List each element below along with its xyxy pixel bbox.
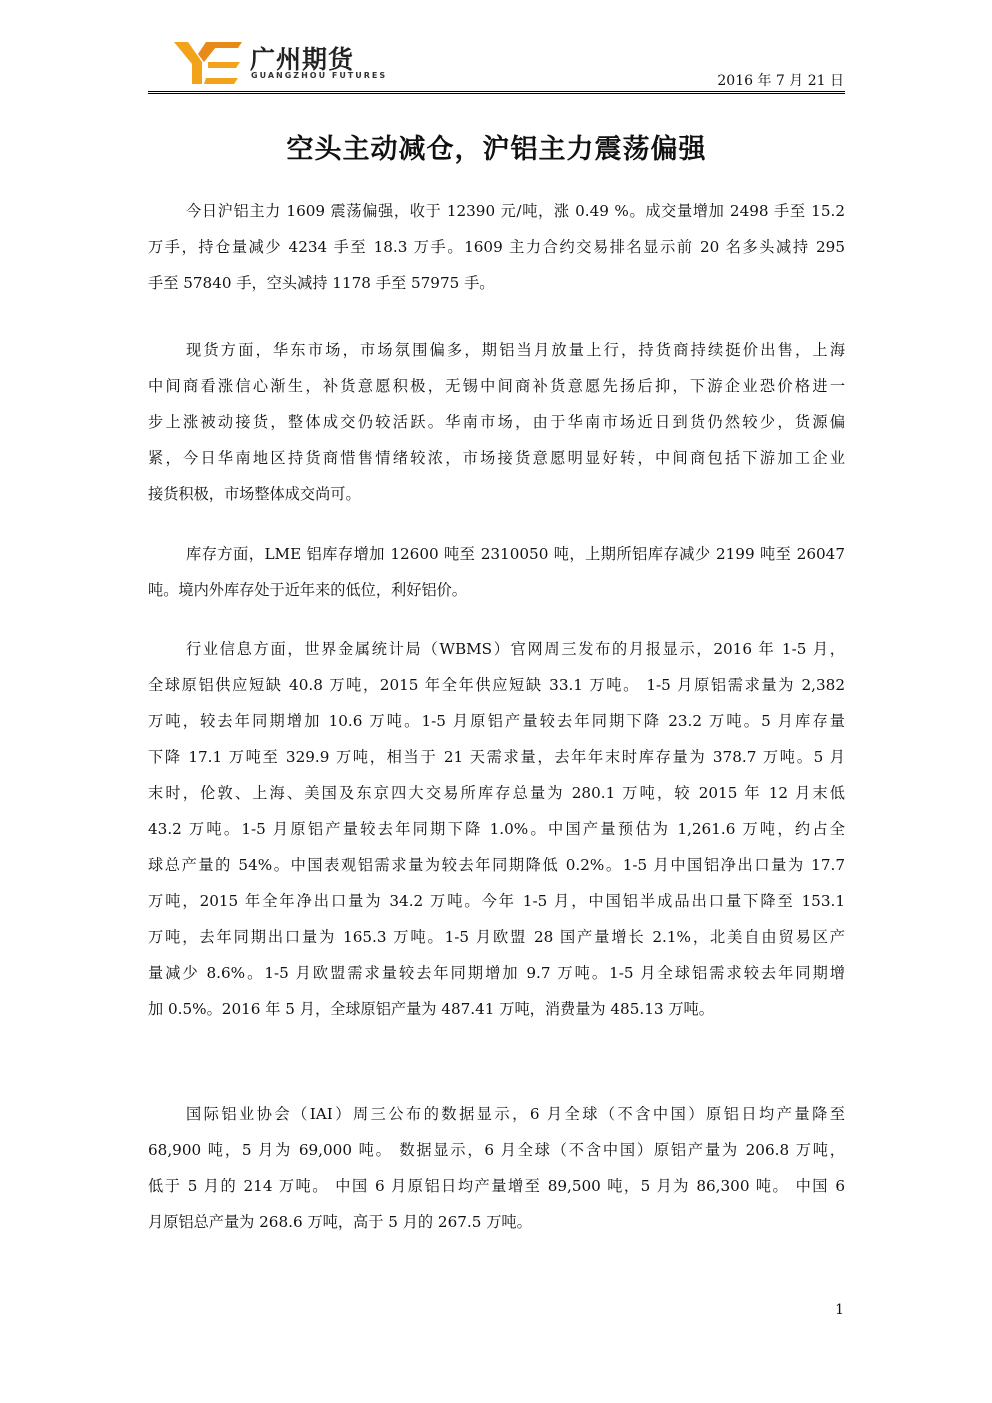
paragraph-line: 步上涨被动接货，整体成交仍较活跃。华南市场，由于华南市场近日到货仍然较少，货源偏 bbox=[148, 413, 845, 431]
paragraph-line: 万吨，2015 年全年净出口量为 34.2 万吨。今年 1-5 月，中国铝半成品出口量下降至 153.1 bbox=[148, 892, 845, 910]
paragraph-line: 中间商看涨信心渐生，补货意愿积极，无锡中间商补货意愿先扬后抑，下游企业恐价格进一 bbox=[148, 377, 845, 395]
document-title: 空头主动减仓，沪铝主力震荡偏强 bbox=[286, 134, 707, 165]
page-number: 1 bbox=[835, 1302, 844, 1318]
logo-english-name: GUANGZHOU FUTURES bbox=[251, 71, 388, 80]
paragraph-line: 手至 57840 手，空头减持 1178 手至 57975 手。 bbox=[148, 274, 495, 292]
paragraph-line: 43.2 万吨。1-5 月原铝产量较去年同期下降 1.0%。中国产量预估为 1,261.6 万吨，约占全 bbox=[148, 820, 845, 838]
company-logo bbox=[172, 40, 388, 86]
paragraph-line: 万吨，去年同期出口量为 165.3 万吨。1-5 月欧盟 28 国产量增长 2.1%，北美自由贸易区产 bbox=[148, 928, 845, 946]
paragraph-line: 万手，持仓量减少 4234 手至 18.3 万手。1609 主力合约交易排名显示前 20 名多头减持 295 bbox=[148, 238, 845, 256]
paragraph-line: 万吨，较去年同期增加 10.6 万吨。1-5 月原铝产量较去年同期下降 23.2 万吨。5 月库存量 bbox=[148, 712, 845, 730]
paragraph bbox=[148, 193, 845, 301]
paragraph-line: 下降 17.1 万吨至 329.9 万吨，相当于 21 天需求量，去年年末时库存量为 378.7 万吨。5 月 bbox=[148, 748, 845, 766]
paragraph bbox=[148, 1096, 845, 1240]
logo-chinese-name: 广州期货 bbox=[250, 45, 355, 74]
paragraph-line: 现货方面，华东市场，市场氛围偏多，期铝当月放量上行，持货商持续挺价出售，上海 bbox=[186, 341, 845, 359]
paragraph-line: 月原铝总产量为 268.6 万吨，高于 5 月的 267.5 万吨。 bbox=[148, 1213, 532, 1231]
paragraph-line: 紧，今日华南地区持货商惜售情绪较浓，市场接货意愿明显好转，中间商包括下游加工企业 bbox=[148, 449, 845, 467]
paragraph-line: 末时，伦敦、上海、美国及东京四大交易所库存总量为 280.1 万吨，较 2015 年 12 月末低 bbox=[148, 784, 845, 802]
paragraph-line: 国际铝业协会（IAI）周三公布的数据显示，6 月全球（不含中国）原铝日均产量降至 bbox=[186, 1105, 845, 1123]
paragraph-line: 今日沪铝主力 1609 震荡偏强，收于 12390 元/吨，涨 0.49 %。成交量增加 2498 手至 15.2 bbox=[186, 202, 845, 220]
paragraph-line: 加 0.5%。2016 年 5 月，全球原铝产量为 487.41 万吨，消费量为 485.13 万吨。 bbox=[148, 1000, 714, 1018]
paragraph-line: 行业信息方面，世界金属统计局（WBMS）官网周三发布的月报显示，2016 年 1-5 月， bbox=[186, 640, 845, 658]
paragraph-line: 量减少 8.6%。1-5 月欧盟需求量较去年同期增加 9.7 万吨。1-5 月全球铝需求较去年同期增 bbox=[148, 964, 845, 982]
paragraph-line: 全球原铝供应短缺 40.8 万吨，2015 年全年供应短缺 33.1 万吨。 1-5 月原铝需求量为 2,382 bbox=[148, 676, 845, 694]
paragraph bbox=[148, 536, 845, 608]
header-divider bbox=[148, 91, 845, 94]
paragraph-line: 68,900 吨，5 月为 69,000 吨。 数据显示，6 月全球（不含中国）原铝产量为 206.8 万吨， bbox=[148, 1141, 845, 1159]
paragraph bbox=[148, 631, 845, 1027]
paragraph-line: 库存方面，LME 铝库存增加 12600 吨至 2310050 吨，上期所铝库存减少 2199 吨至 26047 bbox=[186, 545, 845, 563]
paragraph-line: 接货积极，市场整体成交尚可。 bbox=[148, 485, 361, 503]
gzf-logo-icon bbox=[172, 40, 242, 86]
paragraph-line: 低于 5 月的 214 万吨。 中国 6 月原铝日均产量增至 89,500 吨，5 月为 86,300 吨。 中国 6 bbox=[148, 1177, 845, 1195]
report-date: 2016 年 7 月 21 日 bbox=[717, 73, 844, 89]
paragraph-line: 吨。境内外库存处于近年来的低位，利好铝价。 bbox=[148, 581, 467, 599]
paragraph-line: 球总产量的 54%。中国表观铝需求量为较去年同期降低 0.2%。1-5 月中国铝净出口量为 17.7 bbox=[148, 856, 845, 874]
paragraph bbox=[148, 332, 845, 512]
